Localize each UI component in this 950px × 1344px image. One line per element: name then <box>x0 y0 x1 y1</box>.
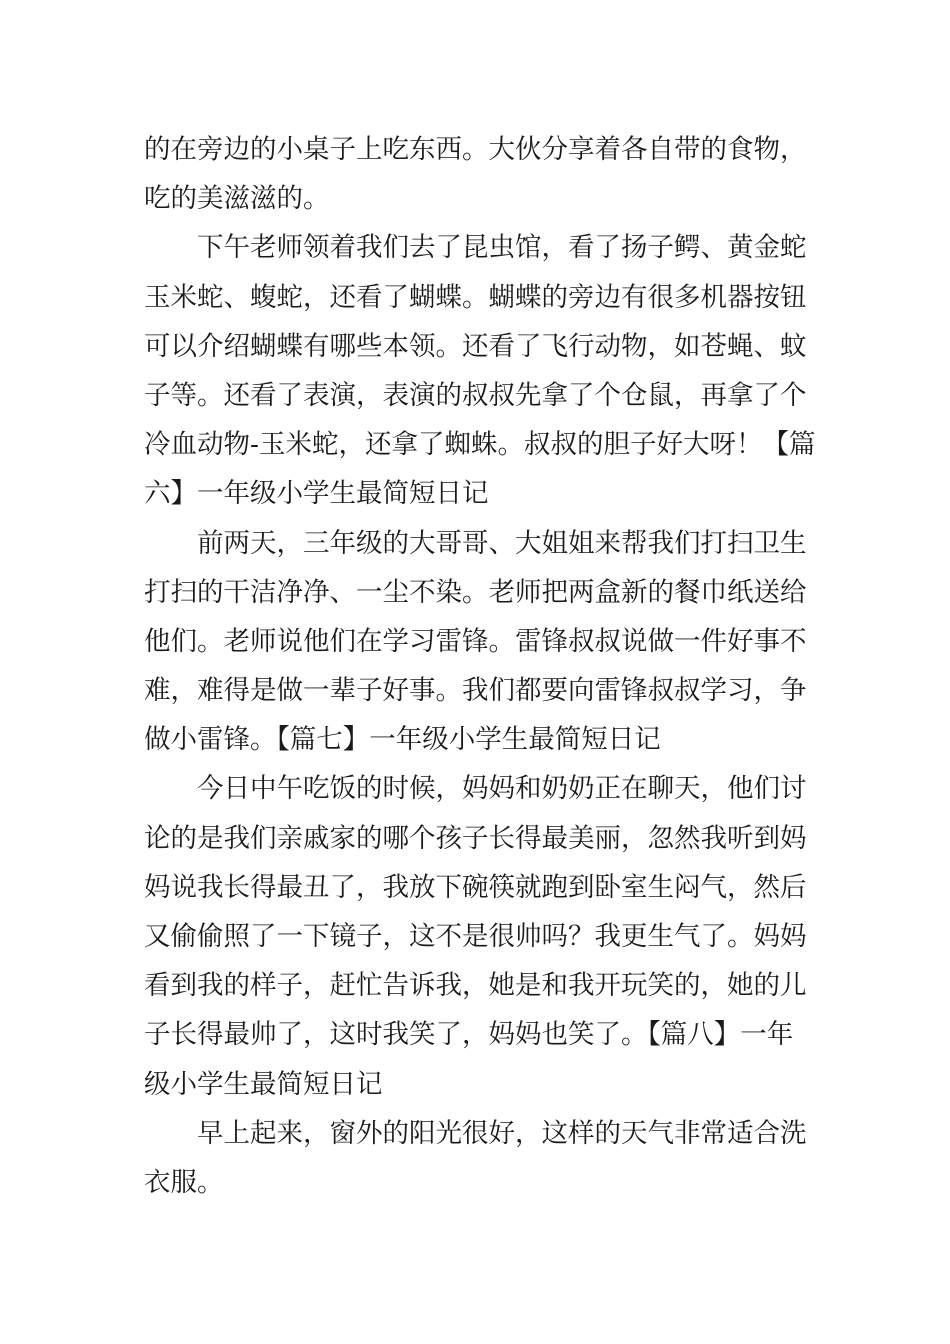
text-line: 衣服。 <box>144 1166 224 1198</box>
text-line: 做小雷锋。【篇七】一年级小学生最简短日记 <box>144 724 661 756</box>
text-line: 的在旁边的小桌子上吃东西。大伙分享着各自带的食物， <box>144 134 807 165</box>
text-line: 子长得最帅了，这时我笑了，妈妈也笑了。【篇八】一年 <box>144 1019 794 1051</box>
paragraph-start-line: 前两天，三年级的大哥哥、大姐姐来帮我们打扫卫生 <box>197 527 807 559</box>
text-line: 级小学生最简短日记 <box>144 1068 383 1100</box>
paragraph-start-line: 早上起来，窗外的阳光很好，这样的天气非常适合洗 <box>197 1117 807 1149</box>
text-line: 打扫的干洁净净、一尘不染。老师把两盒新的餐巾纸送给 <box>144 576 807 608</box>
text-line: 吃的美滋滋的。 <box>144 183 330 215</box>
text-line: 冷血动物-玉米蛇，还拿了蜘蛛。叔叔的胆子好大呀！【篇 <box>144 429 816 461</box>
text-line: 妈说我长得最丑了，我放下碗筷就跑到卧室生闷气，然后 <box>144 871 807 903</box>
paragraph-start-line: 下午老师领着我们去了昆虫馆，看了扬子鳄、黄金蛇 <box>197 232 807 264</box>
text-line: 六】一年级小学生最简短日记 <box>144 478 489 510</box>
text-line: 子等。还看了表演，表演的叔叔先拿了个仓鼠，再拿了个 <box>144 379 807 411</box>
text-line: 玉米蛇、蝮蛇，还看了蝴蝶。蝴蝶的旁边有很多机器按钮 <box>144 281 807 313</box>
text-line: 可以介绍蝴蝶有哪些本领。还看了飞行动物，如苍蝇、蚊 <box>144 330 807 362</box>
text-line: 看到我的样子，赶忙告诉我，她是和我开玩笑的，她的儿 <box>144 970 807 1002</box>
text-line: 论的是我们亲戚家的哪个孩子长得最美丽，忽然我听到妈 <box>144 822 807 854</box>
text-line: 他们。老师说他们在学习雷锋。雷锋叔叔说做一件好事不 <box>144 625 807 657</box>
document-body <box>144 125 816 1207</box>
text-line: 难，难得是做一辈子好事。我们都要向雷锋叔叔学习，争 <box>144 675 807 707</box>
paragraph-start-line: 今日中午吃饭的时候，妈妈和奶奶正在聊天，他们讨 <box>197 773 807 805</box>
text-line: 又偷偷照了一下镜子，这不是很帅吗？我更生气了。妈妈 <box>144 921 807 952</box>
